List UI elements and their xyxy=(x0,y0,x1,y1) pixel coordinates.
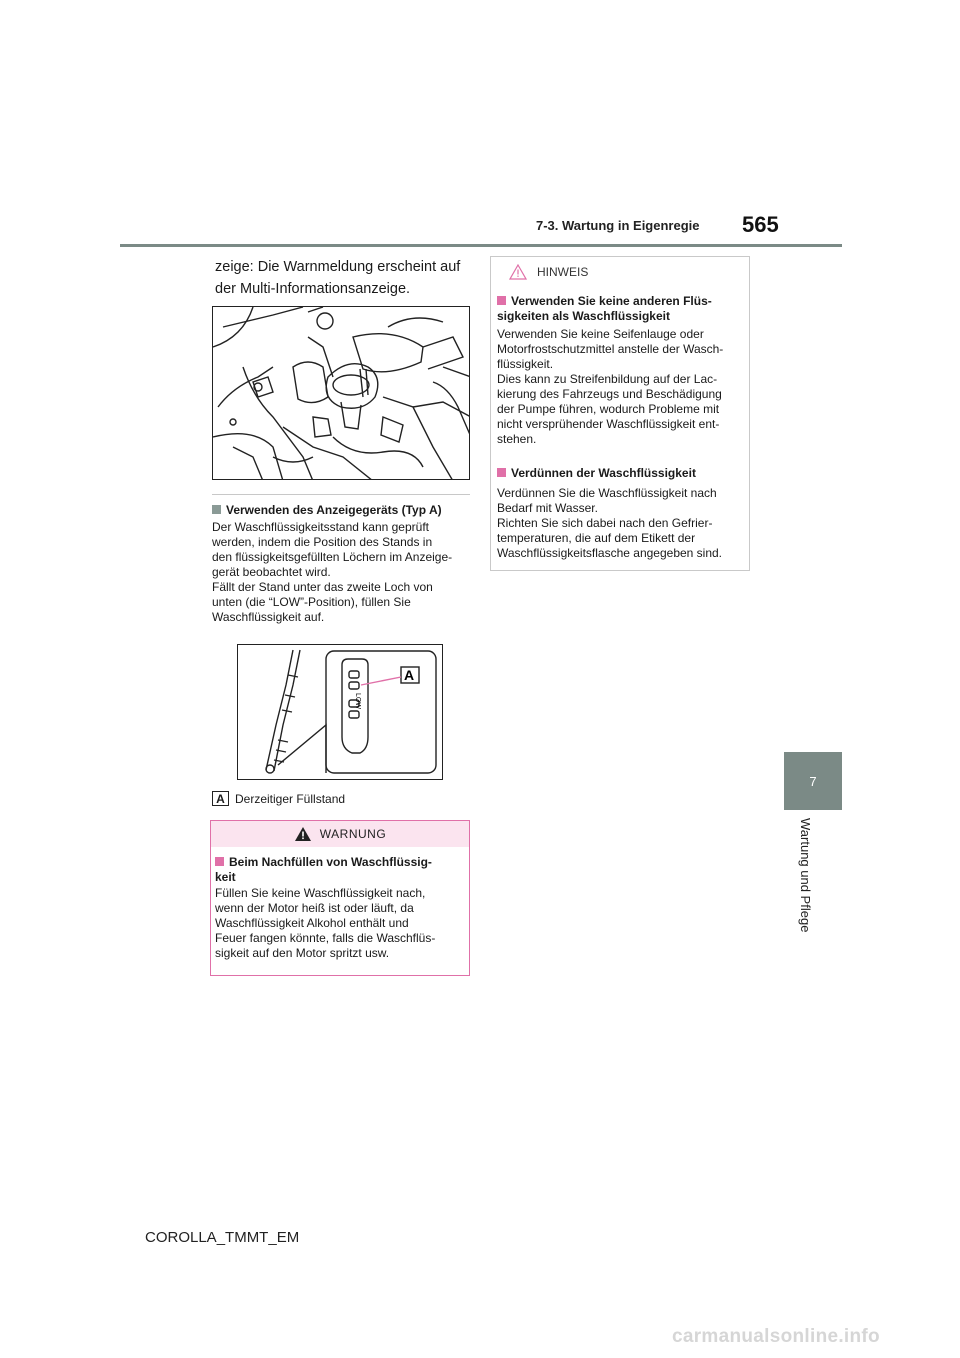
notice-item1-body: Verwenden Sie keine Seifenlauge oder Motorfrostschutzmittel anstelle der Wasch- flüssigkeit. Dies kann zu Streifenbildung auf der Lac- kierung des Fahrzeugs und Beschädigung der Pumpe führen, wodurch Probleme mit nicht versprühender Waschflüssigkeit ent- stehen. xyxy=(497,327,724,446)
notice-triangle-icon xyxy=(509,264,527,280)
fluid-gauge-drawing xyxy=(238,645,443,780)
warning-title: WARNUNG xyxy=(319,827,387,841)
intro-text: zeige: Die Warnmeldung erscheint auf der Multi-Informationsanzeige. xyxy=(215,259,461,297)
gauge-section-heading-text: Verwenden des Anzeigegeräts (Typ A) xyxy=(226,503,442,517)
warning-header xyxy=(211,821,469,847)
chapter-number: 7 xyxy=(809,773,817,789)
warning-box xyxy=(210,820,470,976)
warning-bullet-icon xyxy=(215,857,224,866)
legend-text: Derzeitiger Füllstand xyxy=(235,791,346,806)
notice-item2-heading xyxy=(497,466,745,481)
notice-item1-heading xyxy=(497,294,745,324)
notice-header xyxy=(491,257,749,287)
gauge-callout-a: A xyxy=(404,667,415,683)
legend-key-a: A xyxy=(212,791,229,806)
warning-heading xyxy=(215,855,465,885)
notice-title: HINWEIS xyxy=(537,265,589,279)
figure-legend xyxy=(212,791,345,806)
page-number: 565 xyxy=(742,212,779,237)
footer-code: COROLLA_TMMT_EM xyxy=(145,1229,300,1246)
engine-refill-illustration xyxy=(212,306,470,480)
gauge-section-heading xyxy=(212,503,474,518)
notice-item2-heading-text: Verdünnen der Waschflüssigkeit xyxy=(511,466,696,480)
notice-bullet-icon xyxy=(497,296,506,305)
gauge-low-label: LOW xyxy=(354,693,361,709)
gauge-section-body: Der Waschflüssigkeitsstand kann geprüft werden, indem die Position des Stands in den flüssigkeitsgefüllten Löchern im Anzeige- gerät beobachtet wird. Fällt der Stand unter das zweite Loch von unten (die “LOW”-Position), füllen Sie Waschflüssigkeit auf. xyxy=(212,520,453,624)
warning-heading-text: Beim Nachfüllen von Waschflüssig- keit xyxy=(215,855,432,884)
notice-box xyxy=(490,256,750,571)
watermark: carmanualsonline.info xyxy=(672,1326,880,1347)
notice-item2-body: Verdünnen Sie die Waschflüssigkeit nach Bedarf mit Wasser. Richten Sie sich dabei nach den Gefrier- temperaturen, die auf dem Etikett der Waschflüssigkeitsflasche angegeben sind. xyxy=(497,486,723,560)
engine-bay-drawing xyxy=(213,307,470,480)
warning-body: Füllen Sie keine Waschflüssigkeit nach, wenn der Motor heiß ist oder läuft, da Waschflüssigkeit Alkohol enthält und Feuer fangen könnte, falls die Waschflüs- sigkeit auf den Motor spritzt usw. xyxy=(215,886,436,960)
notice-bullet-icon xyxy=(497,468,506,477)
gauge-illustration xyxy=(237,644,443,780)
chapter-tab[interactable] xyxy=(784,752,842,810)
section-divider xyxy=(212,494,470,495)
header-section-title: 7-3. Wartung in Eigenregie xyxy=(536,218,700,233)
notice-item1-heading-text: Verwenden Sie keine anderen Flüs- sigkeiten als Waschflüssigkeit xyxy=(497,294,712,323)
section-bullet-icon xyxy=(212,505,221,514)
chapter-side-label: Wartung und Pflege xyxy=(798,818,813,933)
header-rule xyxy=(120,244,842,247)
warning-triangle-icon xyxy=(294,826,312,842)
